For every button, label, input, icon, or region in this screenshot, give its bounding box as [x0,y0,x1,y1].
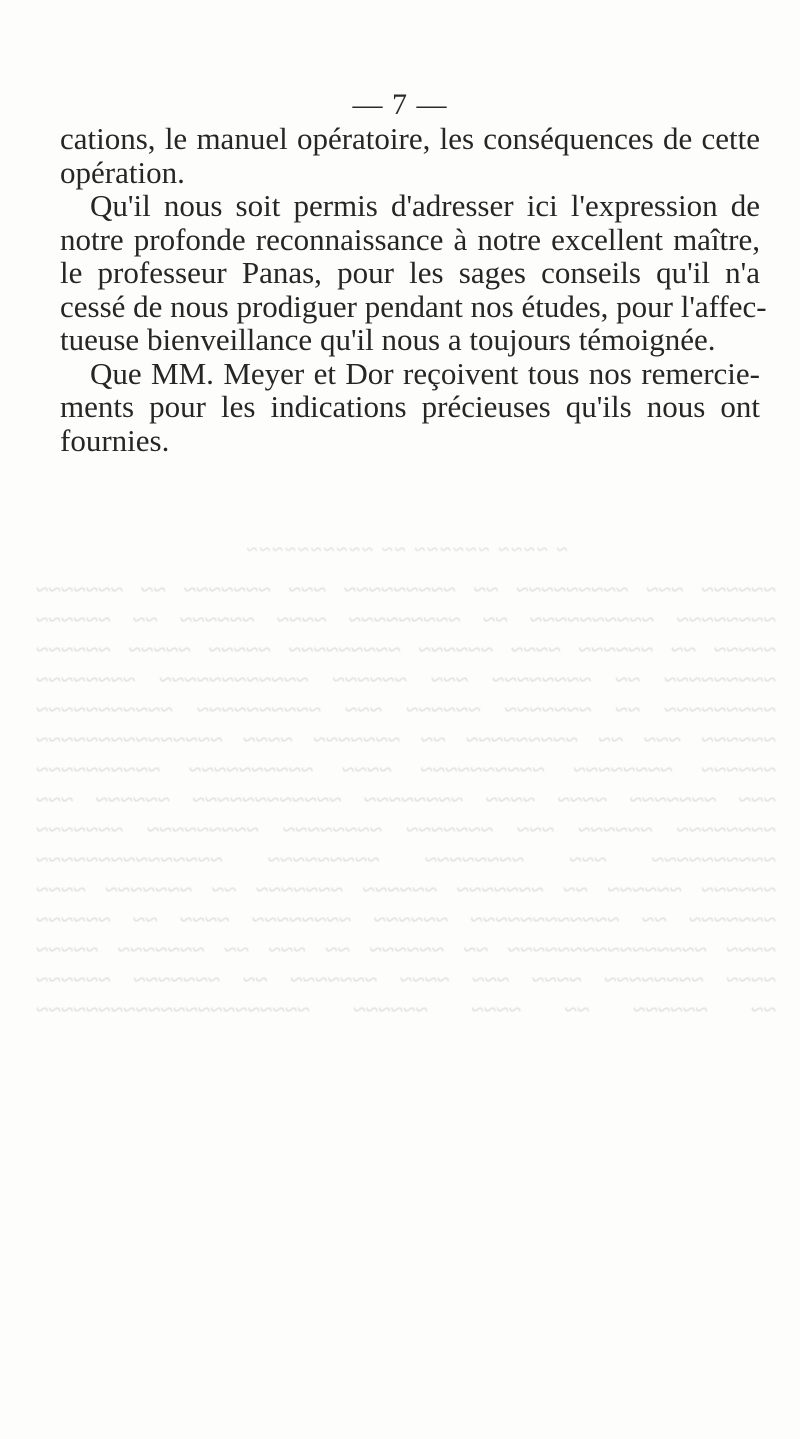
text-line: fournies. [60,422,170,458]
text-line: cations, le manuel opératoire, les conséquences de cette [60,121,760,156]
text-line: notre profonde reconnaissance à notre excellent maître, [60,221,760,257]
text-line: le professeur Panas, pour les sages conseils qu'il n'a [60,255,760,290]
text-line: cessé de nous prodiguer pendant nos études, pour l'affec- [60,288,767,324]
text-line: tueuse bienveillance qu'il nous a toujours témoignée. [60,322,716,357]
bleed-through-texture: ~ ~~~~ ~~~~~~ ~~ ~~~~~~~~~~ ~~~~~~ ~~~ ~~~~~~~~~ ~~ ~~~~~~~~~ ~~~ ~~~~~~~ ~~ ~~~~~~~ ~~~~~~~~ ~~~~~~~~~~ ~~ ~~~~~~~~~ ~~~~ ~~~~~~ ~~ ~~~~~~ ~~~~~ ~~ ~~~~~~ ~~~~ ~~~~~~ ~~~~~~~~~ ~~~~~ ~~~~~ ~~~~~~ ~~~~~~~~~ ~~ ~~~~~~~~ ~~~ ~~~~~~ ~~~~~~~~~~~~ ~~~~~~~~ ~~~~~~~~~ ~~ ~~~~~~~ ~~~~~~ ~~~ ~~~~~~~~~~ ~~~~~~~~~~~ ~~~~~~ ~~~ ~~ ~~~~~~~~~ ~~ ~~~~~~~ ~~~~ ~~~~~~~~~~~~~~~ ~~~~~~ ~~~~~~~~ ~~~~~~~~~~ ~~~~ ~~~~~~~~~~ ~~~~~~~~~~ ~~~ ~~~~~~~ ~~~~ ~~~~ ~~~~~~~~ ~~~~~~~~~~~~ ~~~~~~ ~~~ ~~~~~~~~ ~~~~~~ ~~~ ~~~~~~~ ~~~~~~~~ ~~~~~~~~~ ~~~~~~~ ~~~~~~~~~~ ~~~ ~~~~~~~~ ~~~~~~~~~ ~~~~~~~~~~~~~~~ ~~~~~~ ~~~~~~ ~~ ~~~~~~~ ~~~~~~ ~~~~~~~ ~~ ~~~~~~~ ~~~~ ~~~~~~~ ~~ ~~~~~~~~~~~~ ~~~~~~ ~~~~~~~~ ~~~~ ~~ ~~~~~~ ~~~~ ~~~~~~~~~~~~~~~~ ~~ ~~~~~~ ~~ ~~~ ~~ ~~~~~~~ ~~~~~ ~~~~ ~~~~~~~~ ~~~~ ~~~ ~~~~ ~~~~~~~ ~~ ~~~~~~~ ~~~~~~ ~~ ~~~~~~ ~~ ~~~~ ~~~~~~ ~~~~~~~~~~~~~~~~~~~~~~ [36,539,776,1022]
body-text [60,121,767,458]
text-line: ments pour les indications précieuses qu'ils nous ont [60,389,760,424]
page-number: — 7 — [352,88,448,121]
text-line: Que MM. Meyer et Dor reçoivent tous nos remercie- [90,355,760,391]
text-line: opération. [60,154,185,190]
text-line: Qu'il nous soit permis d'adresser ici l'expression de [90,188,760,223]
